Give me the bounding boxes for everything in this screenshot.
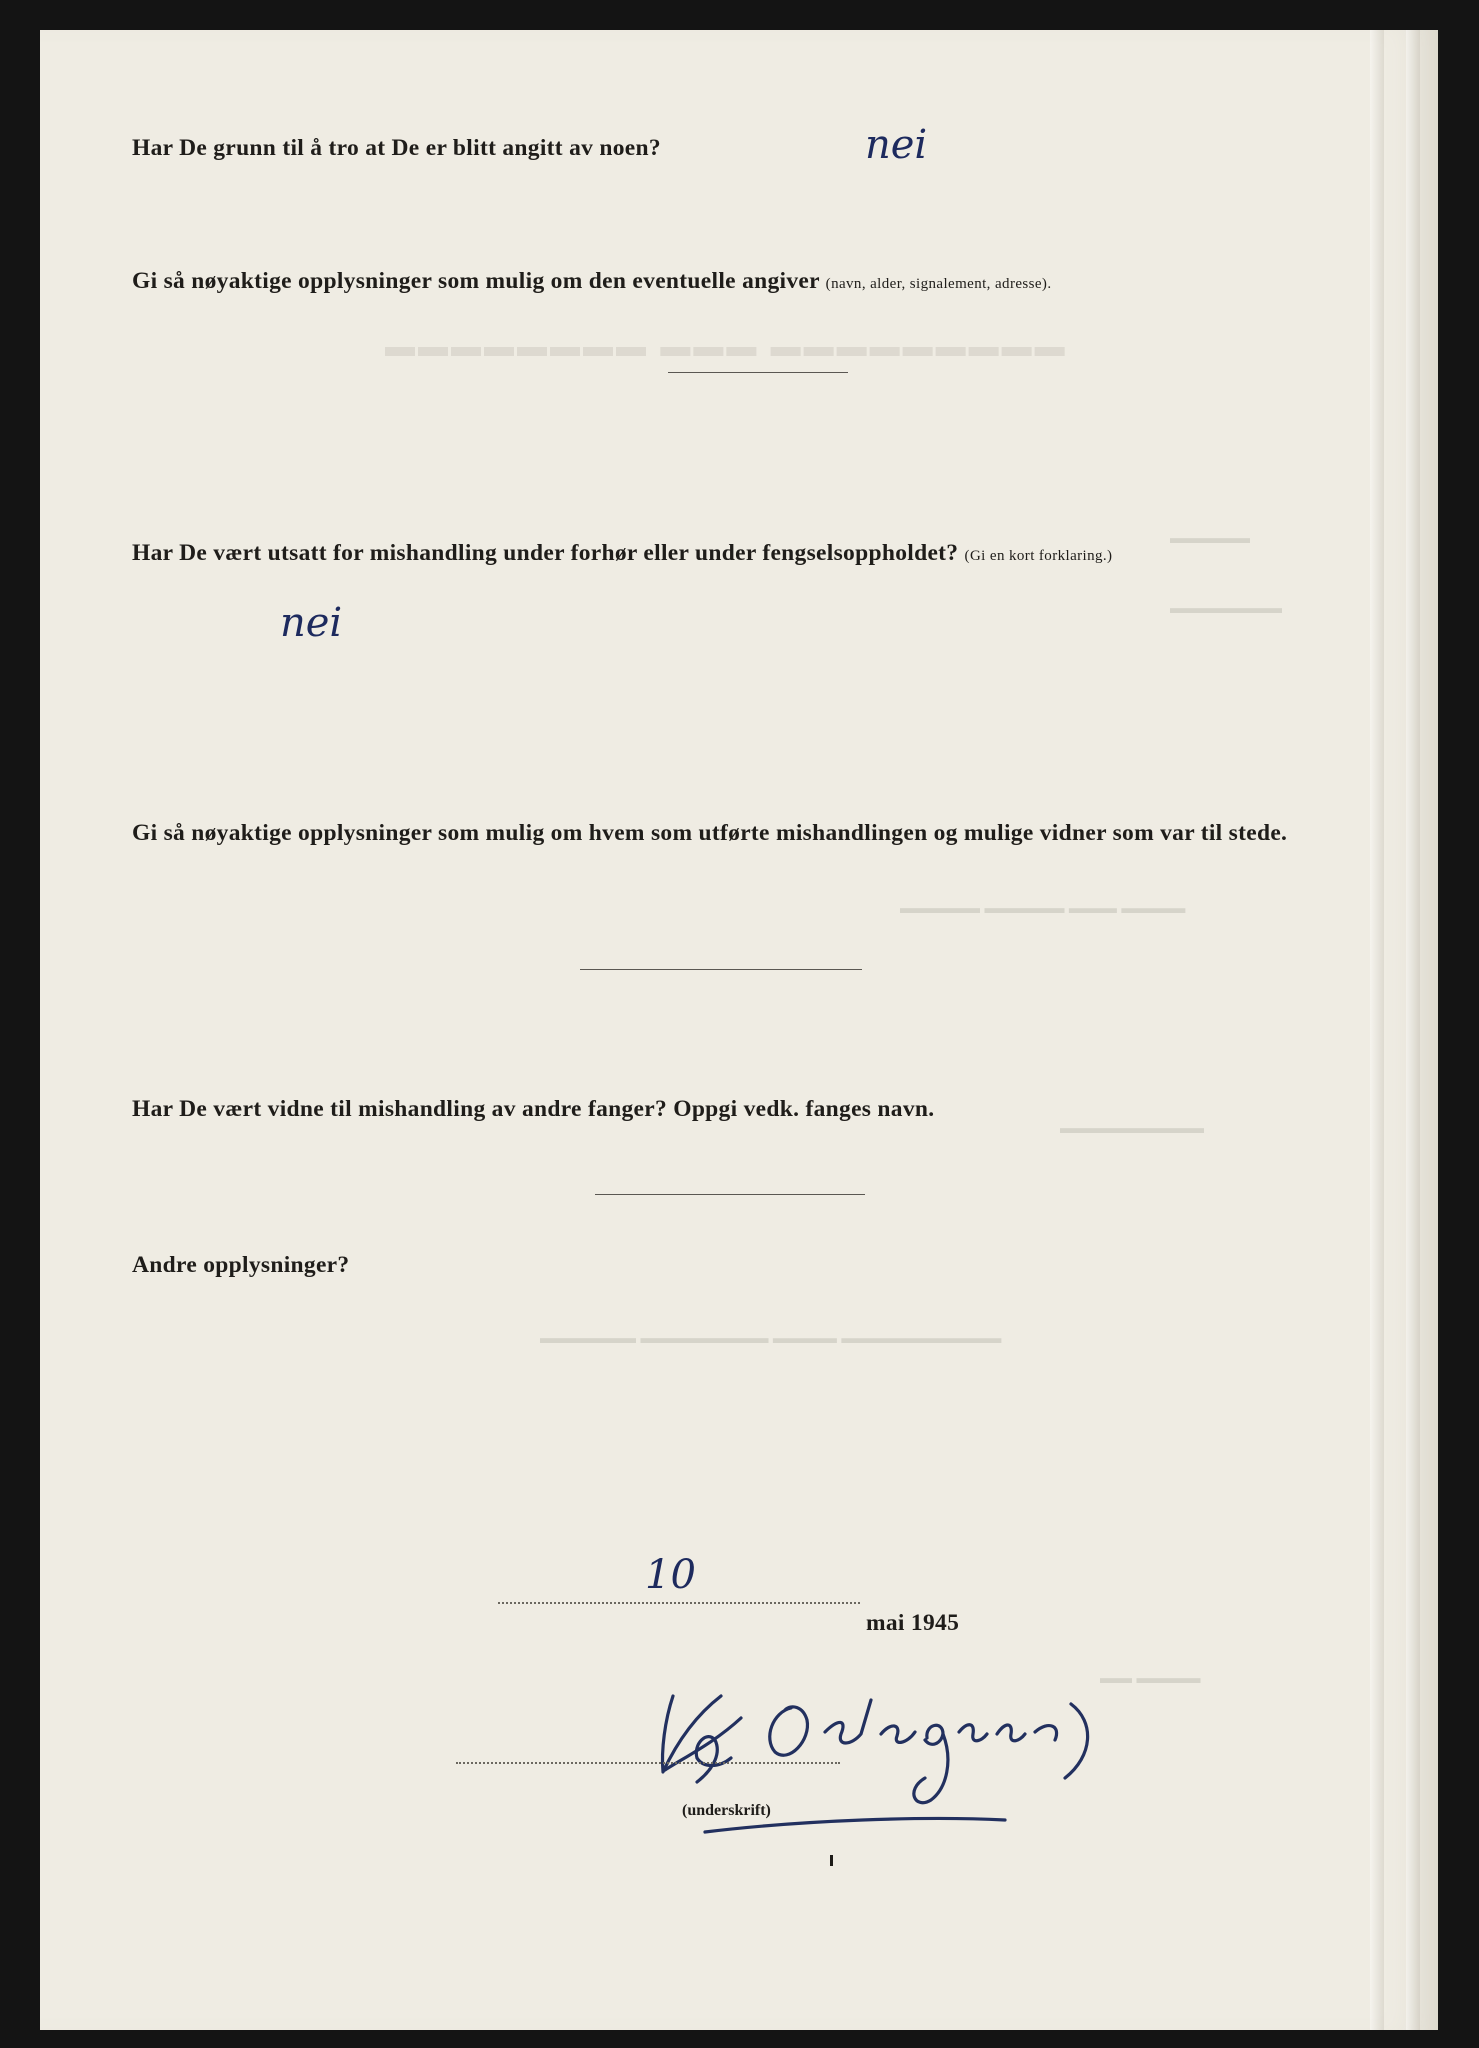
bleed-through-text: ▬▬▬▬▬ xyxy=(1170,530,1250,547)
answer-1: nei xyxy=(865,122,928,168)
signature-dotted-line xyxy=(456,1762,840,1764)
separator-line xyxy=(668,372,848,373)
question-3-text: Har De vært utsatt for mishandling under forhør eller under fengselsoppholdet? xyxy=(132,540,959,566)
question-3-note: (Gi en kort forklaring.) xyxy=(964,548,1113,564)
form-page xyxy=(40,30,1438,2030)
separator-line xyxy=(580,969,862,970)
question-2-text: Gi så nøyaktige opplysninger som mulig om den eventuelle angiver xyxy=(132,268,820,294)
question-3 xyxy=(132,540,1112,567)
question-1: Har De grunn til å tro at De er blitt angitt av noen? xyxy=(132,135,661,161)
separator-line xyxy=(595,1194,865,1195)
bleed-through-text: ▬▬ ▬▬▬▬ xyxy=(1100,1670,1201,1687)
bleed-through-text: ▬▬▬▬▬▬▬▬▬ xyxy=(1060,1120,1204,1137)
ink-mark xyxy=(830,1855,833,1866)
bleed-through-text: ▬▬▬▬▬ ▬▬▬▬▬ ▬▬▬ ▬▬▬▬ xyxy=(900,900,1186,917)
question-2 xyxy=(132,268,1051,295)
date-day: 10 xyxy=(645,1552,696,1598)
answer-3: nei xyxy=(280,600,343,646)
date-text: mai 1945 xyxy=(866,1610,960,1636)
question-4: Gi så nøyaktige opplysninger som mulig om hvem som utførte mishandlingen og mulige vidner som var til stede. xyxy=(132,820,1288,846)
bleed-through-heading: ▬▬▬▬▬▬▬▬ ▬▬▬ ▬▬▬▬▬▬▬▬▬ xyxy=(385,330,1068,363)
page-fold xyxy=(1406,30,1420,2030)
page-fold xyxy=(1370,30,1384,2030)
question-2-note: (navn, alder, signalement, adresse). xyxy=(825,276,1052,292)
question-5: Har De vært vidne til mishandling av andre fanger? Oppgi vedk. fanges navn. xyxy=(132,1096,935,1122)
bleed-through-text: ▬▬▬▬▬▬▬ xyxy=(1170,600,1282,617)
signature-caption: (underskrift) xyxy=(682,1802,771,1819)
question-6: Andre opplysninger? xyxy=(132,1252,350,1278)
bleed-through-text: ▬▬▬▬▬▬ ▬▬▬▬▬▬▬▬ ▬▬▬▬ ▬▬▬▬▬▬▬▬▬▬ xyxy=(540,1330,1002,1347)
date-dotted-line xyxy=(498,1602,860,1604)
